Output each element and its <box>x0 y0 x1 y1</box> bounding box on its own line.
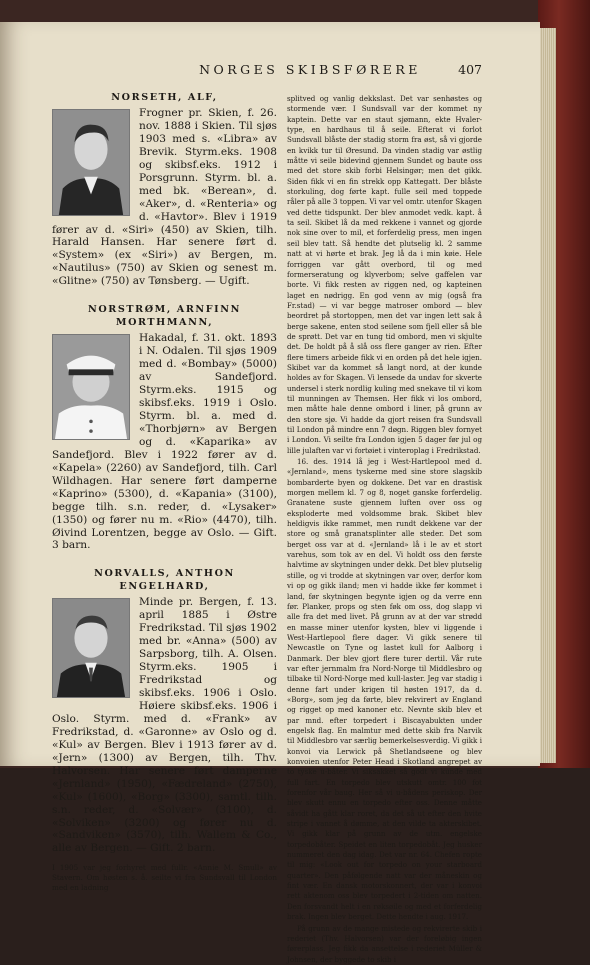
entry-text: Minde pr. Bergen, f. 13. april 1885 i Østre Fredrikstad. Til sjøs 1902 med br. «Anna» (500) av Sarpsborg, tilh. A. Olsen. Styrm.eks. 1905 i Fredrikstad og skibsf.eks. 1906 i Oslo. Høiere skibsf.eks. 1906 i Oslo. Styrm. med d. «Frank» av Fredrikstad, d. «Garonne» av Oslo og d. «Kul» av Bergen. Blev i 1913 fører av d. «Jern» (1300) av Bergen, tilh. Thv. Halvorsen. Har senere ført damperne «Jernland» (1950), «Fædreland» (2750), «Kul» (1600), «Borg» (3300), samtl. tilh. s.n. reder, d. «Solvær» (3100), d. «Solviken» (3200) og fører nu d. «Sandviken» (3570), tilh. Wallem & Co., alle av Bergen. — Gift. 2 barn. <box>52 596 277 855</box>
entry-name: NORVALLS, ANTHON ENGELHARD, <box>94 568 235 593</box>
entry-text: Hakadal, f. 31. okt. 1893 i N. Odalen. Til sjøs 1909 med d. «Bombay» (5000) av Sandefjord. Styrm.eks. 1915 og skibsf.eks. 1919 i Oslo. Styrm. bl. a. med d. «Thorbjørn» av Bergen og d. «Kaparika» av Sandefjord. Blev i 1922 fører av d. «Kapela» (2260) av Sandefjord, tilh. Carl Wildhagen. Har senere ført damperne «Kaprino» (5300), d. «Kapania» (3100), begge tilh. s.n. reder, d. «Lysaker» (1350) og fører nu m. «Rio» (4470), tilh. Øivind Lorentzen, begge av Oslo. — Gift. 3 barn. <box>52 332 277 552</box>
entry-name: NORSTRØM, ARNFINN MORTHMANN, <box>87 304 242 329</box>
entry-name: NORSETH, ALF, <box>111 92 218 103</box>
right-column <box>287 94 482 965</box>
left-column <box>52 92 277 892</box>
footnote: I 1905 var jeg forhyret med fullr. «Annie M. Smull» av Stavern. Om høsten s. å. seilte vi fra Sundsvall til London med en ladning <box>52 863 277 892</box>
page-edges <box>538 28 556 763</box>
biography-entry <box>52 92 277 288</box>
paragraph: På grunn av de mange mistede og rekvirerte skib i rederiet (Thv. Halvorsen) var der foreløbig ingen førerplass. Jeg fikk da ansettelse i rederiet Müller & Johnsen, der byggede to skib i <box>287 923 482 964</box>
portrait-photo <box>52 334 130 440</box>
biography-entry <box>52 304 277 552</box>
biography-entry <box>52 568 277 855</box>
running-title: NORGES SKIBSFØRERE <box>199 62 421 77</box>
portrait-photo <box>52 109 130 216</box>
book-page <box>0 22 540 964</box>
paragraph: splitved og vanlig dekkslast. Det var senhøstes og stormende vær. I Sundsvall var der kommet ny kaptein. Dette var en staut sjømann, ekte Hvaler-type, en hardhaus til å seile. Efterat vi forlot Sundsvall blåste der stadig storm fra øst, så vi gjorde en kvikk tur til Øresund. Da vinden stadig var østlig måtte vi seile bidevind gjennem Sundet og baute oss med det store skib forbi Helsingør; men det gikk. Siden fikk vi en fin strekk opp Kattegatt. Der blåste storkuling, dog førte kapt. fulle seil med toppede råler på alle 3 toppen. Vi var vel omtr. utenfor Skagen ved dette tidspunkt. Der blev anmodet vedk. kapt. å ta seil. Skibet lå da med rekkene i vannet og gjorde nok sine over to mil, et forferdelig press, men ingen seil blev tatt. Så hendte det plutselig kl. 2 samme natt at vi hørte et brak. Jeg lå da i min køie. Hele forriggen var gått overbord, til og med formerseratung og klyverbom; selve gaffelen var borte. Vi fikk resten av riggen ned, og kapteinen laget en nødrigg. En god venn av mig (også fra Fr.stad) — vi var begge matroser ombord — blev beordret på stortoppen, men det var ingen lett sak å berge sakene, enten stod seilene som fjell eller så ble de sprøtt. Det var en tung tid ombord, men vi skjulte det. De holdt på å slå oss flere ganger av rien. Efter flere timers arbeide fikk vi en orden på det hele igjen. Skibet var da kommet så langt nord, at der kunde holdes av for Skagen. Vi lensede da undav for skverte undersel i sterk nordlig kuling med snekave til vi kom til munningen av Themsen. Her fikk vi los ombord, men måtte hale denne ombord i liner, på grunn av den store sjø. Vi hadde da gjort reisen fra Sundsvall til London på mindre enn 7 døgn. Riggen blev fornyet i London. Vi seilte fra London igjen 5 dager før jul og lille julaften var vi fortøiet i vinteroplag i Fredrikstad. <box>287 94 482 455</box>
paragraph: 16. des. 1914 lå jeg i West-Hartlepool med d. «Jernland», mens tyskerne med sine store slagskib bombarderte byen og dokkene. Det var en drastisk morgen mellem kl. 7 og 8, noget ganske forferdelig. Granatene suste gjennem luften over oss og eksploderte med voldsomme brak. Skibet blev heldigvis ikke rammet, men rundt dekkene var der store og små granatsplinter alle steder. Det som berget oss var at d. «Jernland» lå i le av et stort varehus, som tok av en del. Vi holdt oss den første halvtime av skytningen under dekk. Det blev plutselig stille, og vi trodde at skytningen var over, derfor kom vi op og gikk iland; men vi hadde ikke før kommet i land, før skytningen begynte igjen og da verre enn før. Planker, props og sten føk om oss, dog slapp vi alle fra det med livet. På grunn av at der var strødd en masse miner utenfor kysten, blev vi liggende i West-Hartlepool flere dager. Vi gikk senere til Newcastle on Tyne og lastet kull for Aalborg i Danmark. Der blev gjort flere turer dertil. Vår rute var efter jernmalm fra Nord-Norge til Middlesbro og tilbake til Nord-Norge med kull-laster. Jeg var stadig i denne fart under krigen til høsten 1917, da d. «Borg», som jeg da førte, blev rekvirert av England og rigget op med kanoner etc. Nevnte skib blev et par mnd. efter torpedert i Biscayabukten under engelsk flag. En malmtur med dette skib fra Narvik til Middlesbro var særlig bemerkelsesverdig. Vi gikk i konvoi via Lerwick på Shetlandsøene og blev konvoien utenfor Peter Head i Skotland angrepet av to tyske u-båter. Vi siksakket så godt vi kunde med full fart. En torpedo blev utskutt omtr. 100 fot forenfor vår baug. Her så vi u-bådens periskop. Der blev skutt ennu en torpedo efter oss. Denne måtte såvidt ha gått klar roret, da det så ut efter den hvite stripe i vannet å dømme, at den vilde ta akterskibet. Vi gikk klar på grunn av de utm. engelske torpedobåter. Speidet en liten torpedobåt. Jeg husker nummeret den dag idag. Det var nr. 64. Chefen ropte til mig: «Look out for torpedo on your starboard quarter». Den påfølgende natt var der måneskin og fint vær. En dansk motorskonnert, der var i konvoi rett aktenom oss blev torpedert i 2-tiden om natten. Den forsvandt helt i en røksøile og med et forferdelig brak. Ingen blev berget. Dette hendte i aug. 1917. <box>287 457 482 922</box>
page-number: 407 <box>458 62 482 77</box>
portrait-photo <box>52 598 130 698</box>
entry-text: Frogner pr. Skien, f. 26. nov. 1888 i Skien. Til sjøs 1903 med s. «Libra» av Brevik. Styrm.eks. 1908 og skibsf.eks. 1912 i Porsgrunn. Styrm. bl. a. med bk. «Berean», d. «Aker», d. «Renteria» og d. «Havtor». Blev i 1919 fører av d. «Siri» (450) av Skien, tilh. Harald Hansen. Har senere ført d. «System» (ex «Siri») av Bergen, m. «Nautilus» (750) av Skien og senest m. «Glitne» (750) av Tønsberg. — Ugift. <box>52 106 277 288</box>
